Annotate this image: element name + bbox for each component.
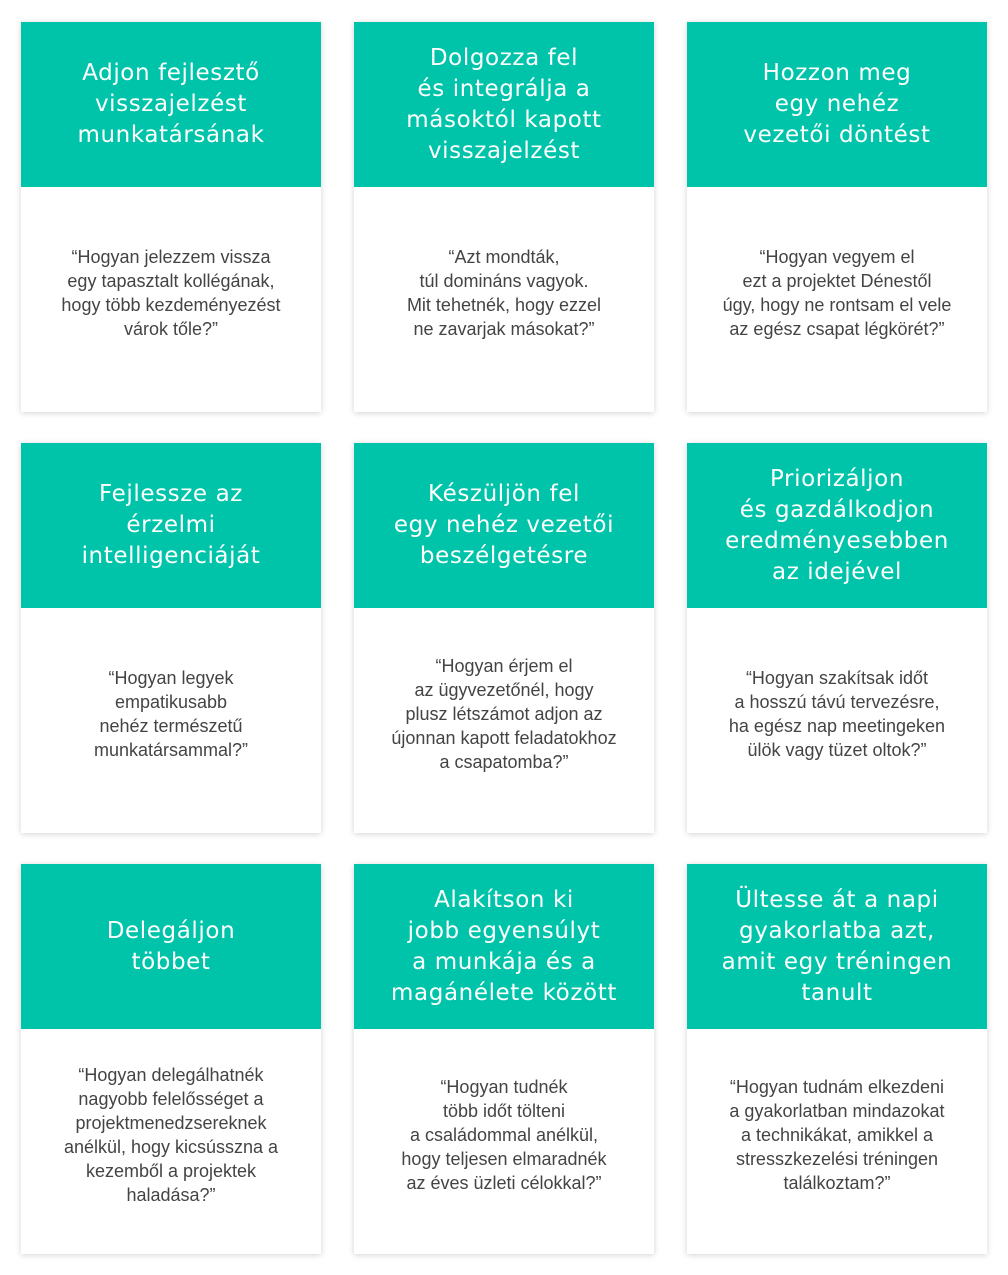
card-header: [354, 22, 654, 187]
card-body: [21, 608, 321, 833]
card-feedback-giving: [21, 22, 321, 412]
card-quote: “Hogyan szakítsak időt a hosszú távú tervezésre, ha egész nap meetingeken ülök vagy tüzet oltok?”: [728, 667, 946, 760]
card-quote: “Hogyan legyek empatikusabb nehéz természetű munkatársammal?”: [93, 667, 249, 760]
card-header: [687, 22, 987, 187]
card-header: [687, 443, 987, 608]
card-body: [354, 187, 654, 412]
card-header: [21, 443, 321, 608]
card-body: [354, 608, 654, 833]
card-title: Hozzon meg egy nehéz vezetői döntést: [743, 60, 931, 148]
card-quote: “Azt mondták, túl domináns vagyok. Mit tehetnék, hogy ezzel ne zavarjak másokat?”: [406, 246, 602, 339]
card-title: Készüljön fel egy nehéz vezetői beszélgetésre: [393, 481, 615, 569]
card-delegation: [21, 864, 321, 1254]
card-quote: “Hogyan tudnám elkezdeni a gyakorlatban mindazokat a technikákat, amikkel a stresszkezelési tréningen találkoztam?”: [729, 1076, 945, 1193]
card-body: [687, 187, 987, 412]
card-body: [354, 1029, 654, 1254]
card-emotional-intelligence: [21, 443, 321, 833]
card-header: [21, 22, 321, 187]
card-body: [21, 1029, 321, 1254]
card-tough-decision: [687, 22, 987, 412]
card-title: Delegáljon többet: [106, 917, 236, 975]
card-title: Dolgozza fel és integrálja a másoktól kapott visszajelzést: [406, 44, 602, 164]
card-header: [354, 443, 654, 608]
card-training-transfer: [687, 864, 987, 1254]
card-work-life-balance: [354, 864, 654, 1254]
card-quote: “Hogyan delegálhatnék nagyobb felelősséget a projektmenedzsereknek anélkül, hogy kicsússzna a kezemből a projektek haladása?”: [63, 1064, 279, 1205]
card-quote: “Hogyan jelezzem vissza egy tapasztalt kollégának, hogy több kezdeményezést várok tőle?”: [61, 246, 281, 339]
card-quote: “Hogyan érjem el az ügyvezetőnél, hogy plusz létszámot adjon az újonnan kapott feladatokhoz a csapatomba?”: [391, 655, 617, 772]
card-body: [687, 1029, 987, 1254]
card-title: Ültesse át a napi gyakorlatba azt, amit egy tréningen tanult: [721, 886, 953, 1006]
card-title: Adjon fejlesztő visszajelzést munkatársának: [77, 60, 265, 148]
card-header: [354, 864, 654, 1029]
card-difficult-conversation: [354, 443, 654, 833]
card-title: Fejlessze az érzelmi intelligenciáját: [81, 481, 261, 569]
card-title: Alakítson ki jobb egyensúlyt a munkája és a magánélete között: [391, 886, 617, 1006]
card-body: [687, 608, 987, 833]
card-body: [21, 187, 321, 412]
card-feedback-processing: [354, 22, 654, 412]
card-quote: “Hogyan tudnék több időt tölteni a családommal anélkül, hogy teljesen elmaradnék az éves üzleti célokkal?”: [401, 1076, 607, 1193]
card-quote: “Hogyan vegyem el ezt a projektet Dénestől úgy, hogy ne rontsam el vele az egész csapat légkörét?”: [722, 246, 952, 339]
card-header: [21, 864, 321, 1029]
card-header: [687, 864, 987, 1029]
card-time-management: [687, 443, 987, 833]
card-title: Priorizáljon és gazdálkodjon eredményesebben az idejével: [725, 465, 949, 585]
